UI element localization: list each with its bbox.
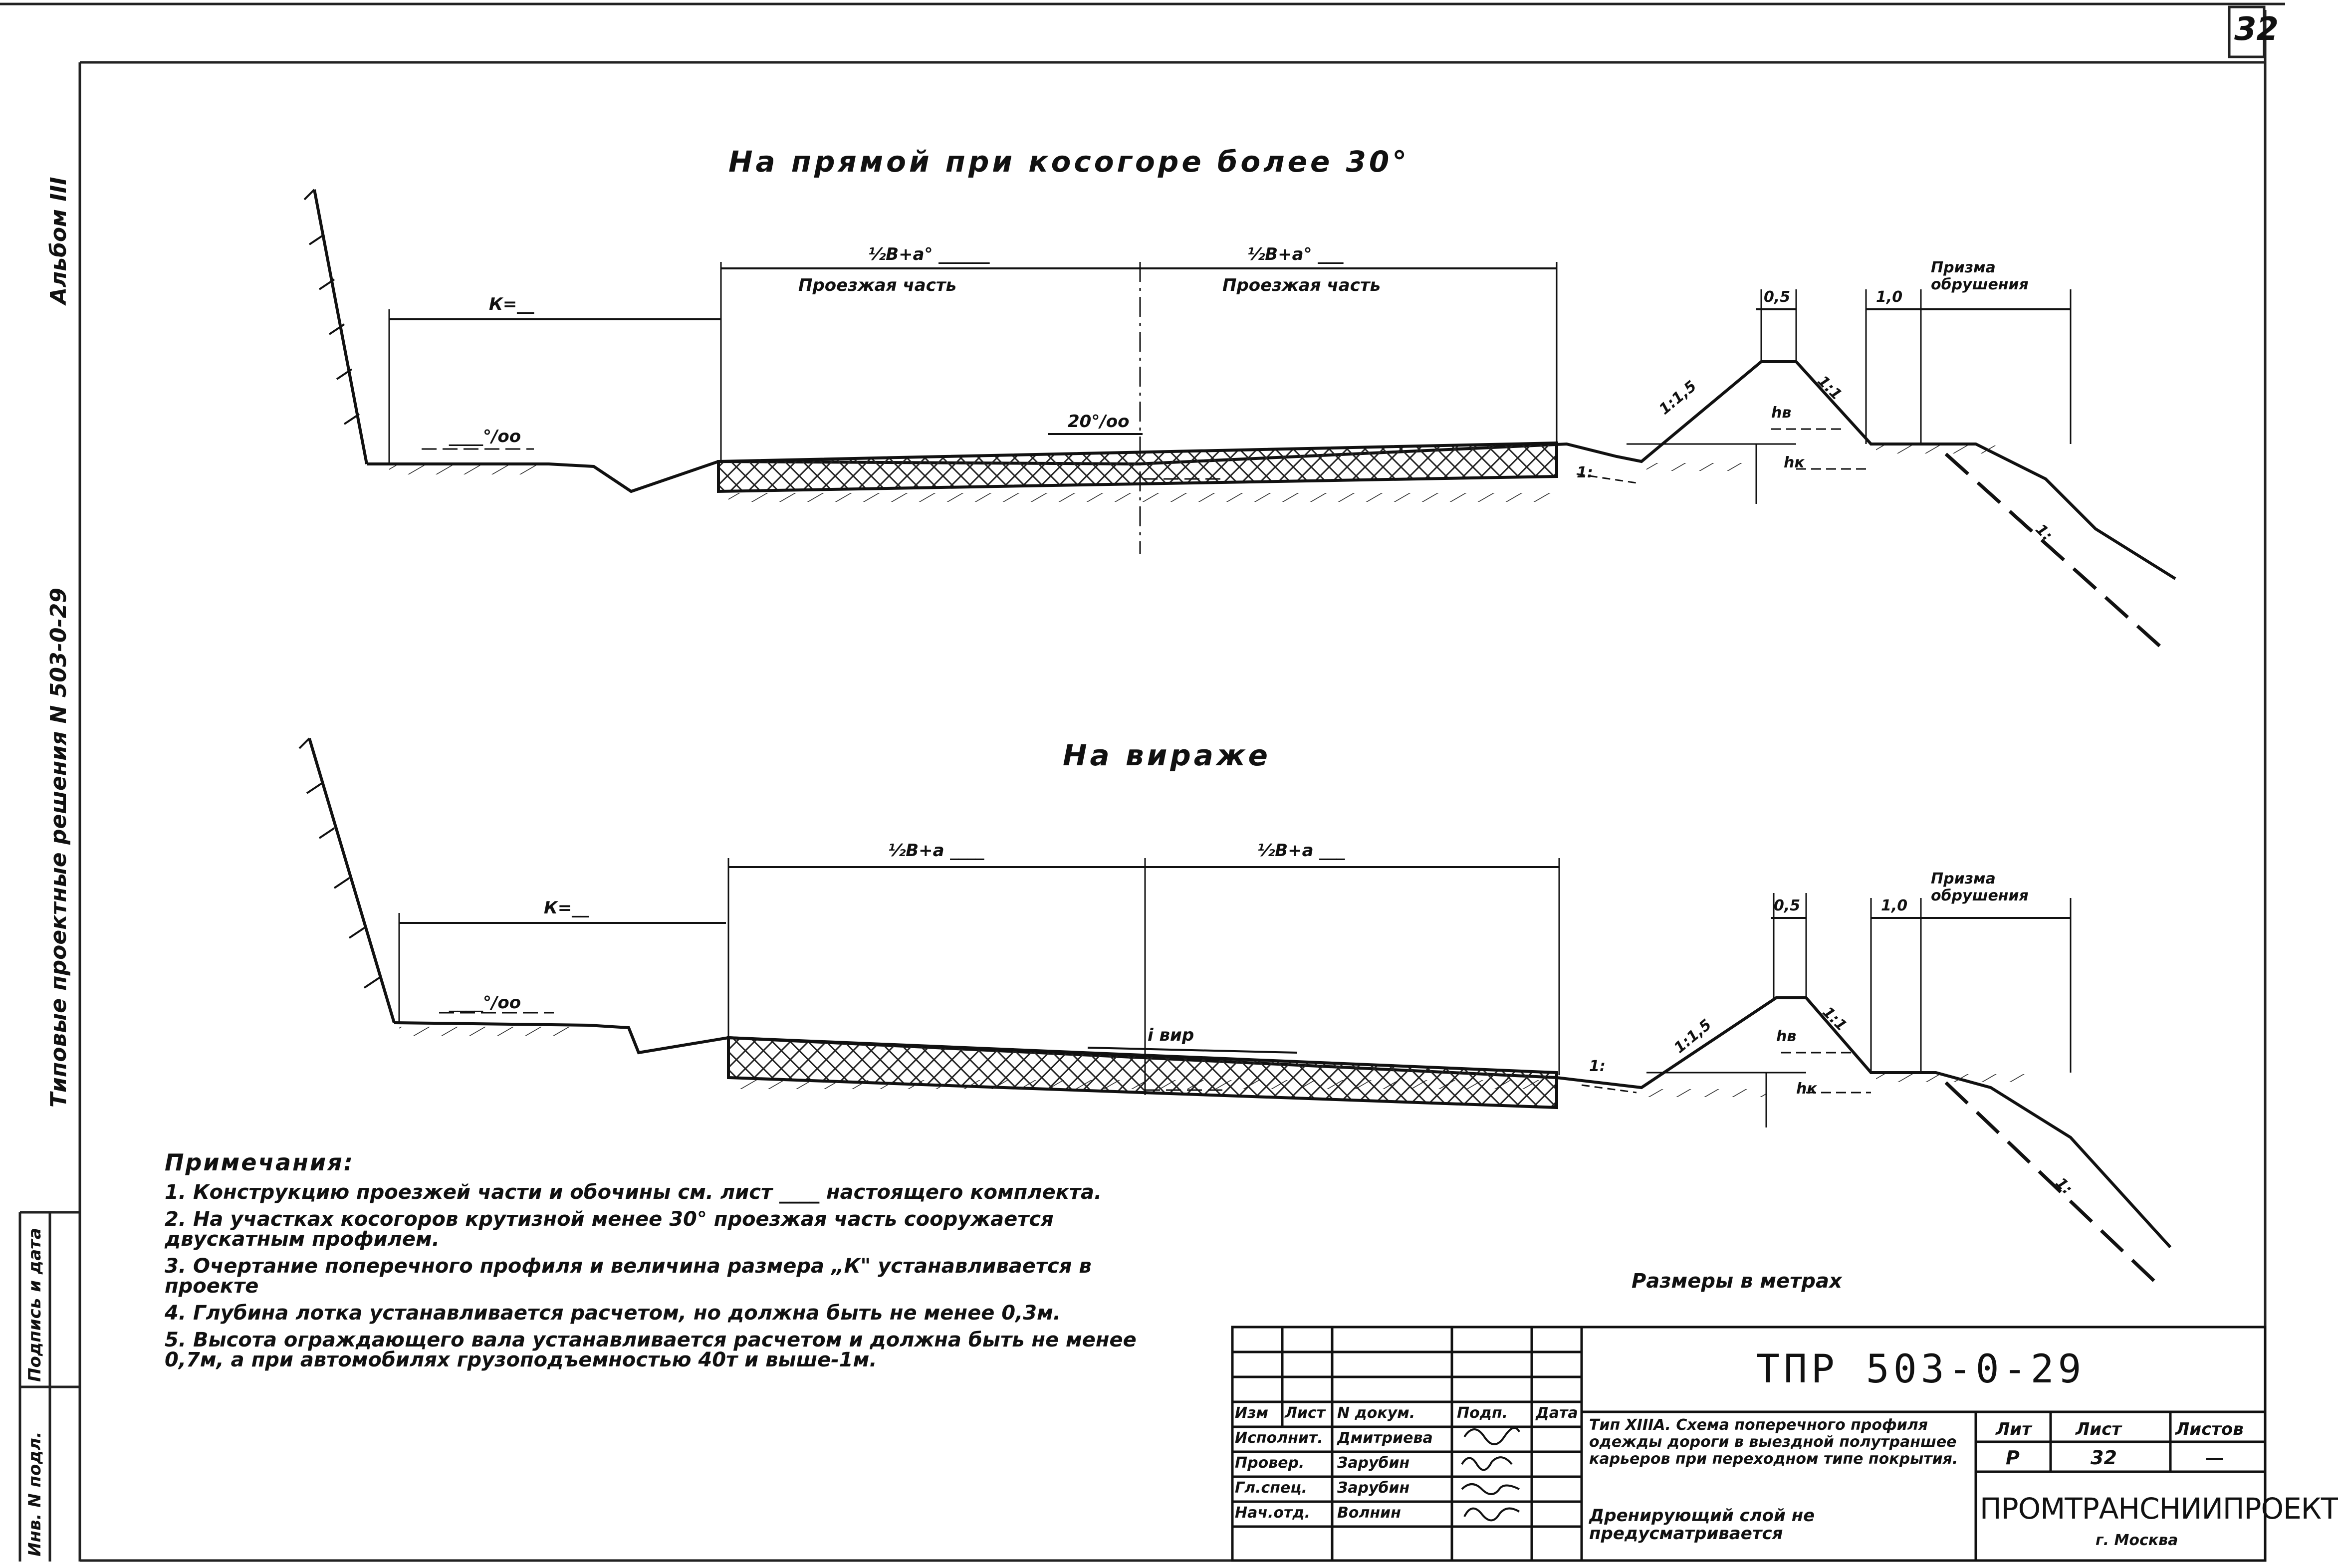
s2-road-slope: i вир xyxy=(1148,1025,1194,1045)
s2-slope-outer: 1:1 xyxy=(1819,1003,1851,1035)
album-label: Альбом III xyxy=(46,177,71,304)
note-item: 5. Высота ограждающего вала устанавливается расчетом и должна быть не менее 0,7м, а при автомобилях грузоподъемностью 40т и выше-1м. xyxy=(165,1329,1137,1371)
signatures xyxy=(1462,1428,1519,1521)
col-header-list: Лист xyxy=(1285,1404,1326,1422)
s2-k-dim: К=__ xyxy=(544,898,589,918)
side-stamp-signature: Подпись и дата xyxy=(25,1228,45,1382)
s1-half-left: ½В+а° ______ xyxy=(868,244,990,264)
s1-slope-outer: 1:1 xyxy=(1814,372,1846,404)
section-1-title: На прямой при косогоре более 30° xyxy=(728,145,1410,179)
s1-small-slope: 1: xyxy=(1577,464,1593,481)
s1-shoulder-width: 1,0 xyxy=(1876,288,1903,306)
s1-ditch-slope: ____°/оо xyxy=(449,427,521,447)
stage-header: Лит xyxy=(1996,1419,2032,1439)
s2-small-slope: 1: xyxy=(1589,1058,1606,1075)
sheet-header: Лист xyxy=(2076,1419,2121,1439)
s1-h1: hв xyxy=(1771,404,1792,422)
sheets-header: Листов xyxy=(2175,1419,2244,1439)
note-item: 4. Глубина лотка устанавливается расчетом, но должна быть не менее 0,3м. xyxy=(165,1302,1061,1325)
stage-value: Р xyxy=(2006,1447,2020,1469)
note-item: 3. Очертание поперечного профиля и величина размера „К" устанавливается в проекте xyxy=(165,1255,1092,1298)
organization-city: г. Москва xyxy=(2096,1532,2178,1549)
role-executor: Исполнит. xyxy=(1235,1429,1323,1447)
col-header-izm: Изм xyxy=(1235,1404,1269,1422)
s2-outer-slope: 1: xyxy=(2052,1174,2076,1198)
section-1-profile xyxy=(304,190,2175,651)
note-item: 2. На участках косогоров крутизной менее 30° проезжая часть сооружается двускатным профилем. xyxy=(165,1208,1054,1251)
s1-k-dim: К=__ xyxy=(489,294,534,314)
sheets-value: — xyxy=(2205,1447,2224,1469)
role-dept-head: Нач.отд. xyxy=(1235,1504,1310,1522)
section-2-title: На вираже xyxy=(1063,738,1271,772)
col-header-doc: N докум. xyxy=(1337,1404,1415,1422)
s2-h2: hк xyxy=(1796,1080,1817,1098)
name-dept-head: Волнин xyxy=(1337,1504,1401,1522)
page-number: 32 xyxy=(2234,11,2279,48)
drainage-note: Дренирующий слой не предусматривается xyxy=(1589,1506,1815,1544)
notes-heading: Примечания: xyxy=(165,1149,355,1176)
units-note: Размеры в метрах xyxy=(1632,1270,1842,1293)
s1-carriageway-left: Проезжая часть xyxy=(798,275,957,295)
s2-h1: hв xyxy=(1776,1028,1797,1045)
role-chief-spec: Гл.спец. xyxy=(1235,1479,1307,1497)
s2-shoulder-width: 1,0 xyxy=(1881,897,1908,914)
s2-berm-width: 0,5 xyxy=(1774,897,1801,914)
s2-slope-inner: 1:1,5 xyxy=(1670,1016,1715,1057)
col-header-date: Дата xyxy=(1536,1404,1578,1422)
sheet-value: 32 xyxy=(2091,1447,2117,1469)
note-item: 1. Конструкцию проезжей части и обочины см. лист ____ настоящего комплекта. xyxy=(165,1181,1102,1204)
s2-ditch-slope: ____°/оо xyxy=(449,993,521,1013)
doc-code: ТПР 503-0-29 xyxy=(1756,1347,2086,1392)
s1-collapse-prism: Призма обрушения xyxy=(1931,259,2029,293)
name-checker: Зарубин xyxy=(1337,1454,1410,1472)
drawing-description: Тип XIIIА. Схема поперечного профиля одежды дороги в выездной полутраншее карьеров при переходном типе покрытия. xyxy=(1589,1416,1958,1468)
s1-road-slope: 20°/оо xyxy=(1068,412,1130,432)
notes-block xyxy=(165,1149,1172,1371)
organization-name: ПРОМТРАНСНИИПРОЕКТ xyxy=(1980,1492,2338,1526)
s2-half-right: ½В+а ___ xyxy=(1257,841,1345,861)
s1-h2: hк xyxy=(1784,454,1805,471)
side-stamp-inventory: Инв. N подл. xyxy=(25,1431,45,1557)
role-checker: Провер. xyxy=(1235,1454,1305,1472)
col-header-sign: Подп. xyxy=(1457,1404,1508,1422)
s1-slope-inner: 1:1,5 xyxy=(1655,377,1700,419)
name-executor: Дмитриева xyxy=(1337,1429,1433,1447)
s1-carriageway-right: Проезжая часть xyxy=(1222,275,1381,295)
s2-half-left: ½В+а ____ xyxy=(888,841,984,861)
name-chief-spec: Зарубин xyxy=(1337,1479,1410,1497)
series-label: Типовые проектные решения N 503-0-29 xyxy=(46,587,71,1108)
s1-berm-width: 0,5 xyxy=(1764,288,1791,306)
s1-half-right: ½В+а° ___ xyxy=(1247,244,1344,264)
s1-outer-slope: 1: xyxy=(2032,520,2056,545)
s2-collapse-prism: Призма обрушения xyxy=(1931,870,2029,904)
